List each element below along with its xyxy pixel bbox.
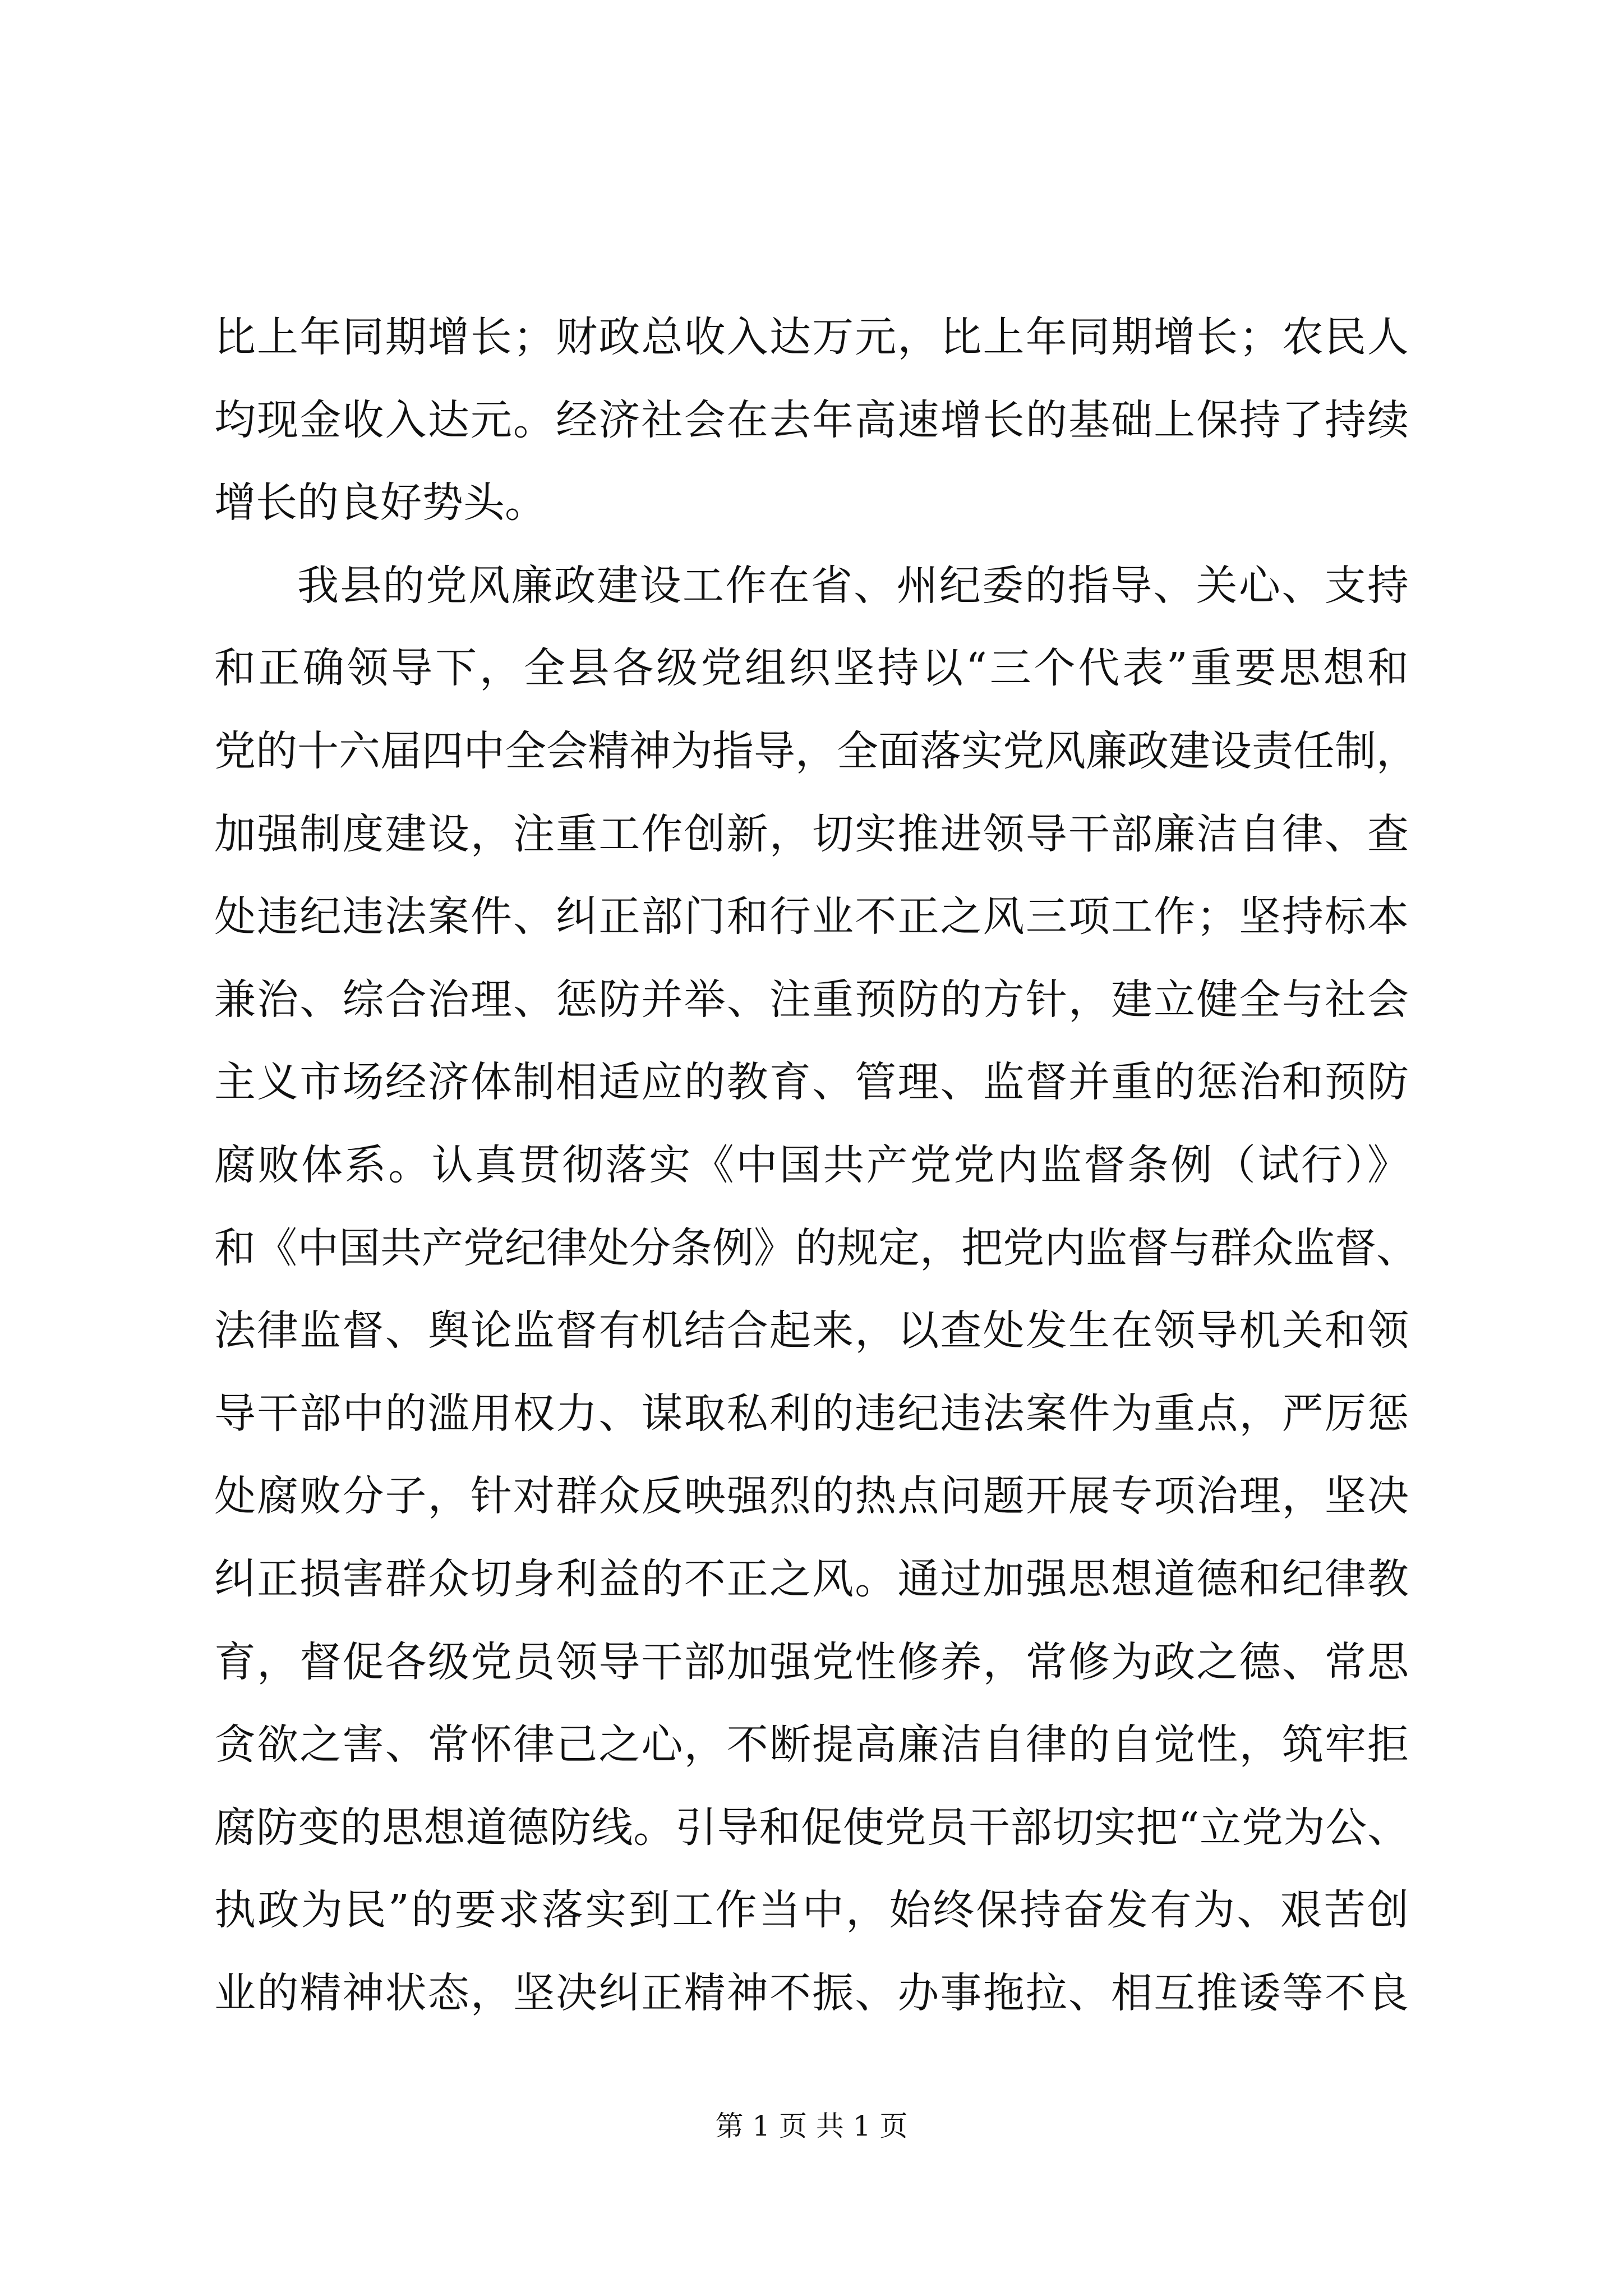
text-line: 和正确领导下，全县各级党组织坚持以“三个代表”重要思想和	[214, 644, 1409, 693]
text-line: 党的十六届四中全会精神为指导，全面落实党风廉政建设责任制，	[214, 726, 1418, 775]
text-line: 业的精神状态，坚决纠正精神不振、办事拖拉、相互推诿等不良	[214, 1968, 1409, 2017]
text-line: 执政为民”的要求落实到工作当中，始终保持奋发有为、艰苦创	[214, 1886, 1409, 1935]
text-line: 导干部中的滥用权力、谋取私利的违纪违法案件为重点，严厉惩	[214, 1389, 1409, 1438]
text-line: 纠正损害群众切身利益的不正之风。通过加强思想道德和纪律教	[214, 1554, 1409, 1603]
text-line: 主义市场经济体制相适应的教育、管理、监督并重的惩治和预防	[214, 1058, 1409, 1107]
document-body	[214, 296, 1418, 2035]
text-line: 腐败体系。认真贯彻落实《中国共产党党内监督条例（试行）》	[214, 1140, 1409, 1189]
paragraph-2	[214, 545, 1418, 2035]
text-line: 比上年同期增长；财政总收入达万元，比上年同期增长；农民人	[214, 313, 1409, 361]
text-line: 均现金收入达元。经济社会在去年高速增长的基础上保持了持续	[214, 395, 1409, 444]
text-line: 我县的党风廉政建设工作在省、州纪委的指导、关心、支持	[297, 561, 1409, 610]
text-line: 处违纪违法案件、纠正部门和行业不正之风三项工作；坚持标本	[214, 892, 1409, 941]
text-line: 兼治、综合治理、惩防并举、注重预防的方针，建立健全与社会	[214, 975, 1409, 1024]
text-line: 法律监督、舆论监督有机结合起来，以查处发生在领导机关和领	[214, 1306, 1409, 1355]
text-line: 处腐败分子，针对群众反映强烈的热点问题开展专项治理，坚决	[214, 1472, 1409, 1521]
text-line: 增长的良好势头。	[214, 478, 546, 527]
text-line: 加强制度建设，注重工作创新，切实推进领导干部廉洁自律、查	[214, 809, 1409, 858]
text-line: 和《中国共产党纪律处分条例》的规定，把党内监督与群众监督、	[214, 1223, 1418, 1272]
text-line: 育，督促各级党员领导干部加强党性修养，常修为政之德、常思	[214, 1637, 1409, 1686]
paragraph-1	[214, 296, 1409, 545]
text-line: 腐防变的思想道德防线。引导和促使党员干部切实把“立党为公、	[214, 1803, 1409, 1852]
page-number-footer: 第 1 页 共 1 页	[715, 2110, 908, 2142]
text-line: 贪欲之害、常怀律己之心，不断提高廉洁自律的自觉性，筑牢拒	[214, 1720, 1409, 1769]
